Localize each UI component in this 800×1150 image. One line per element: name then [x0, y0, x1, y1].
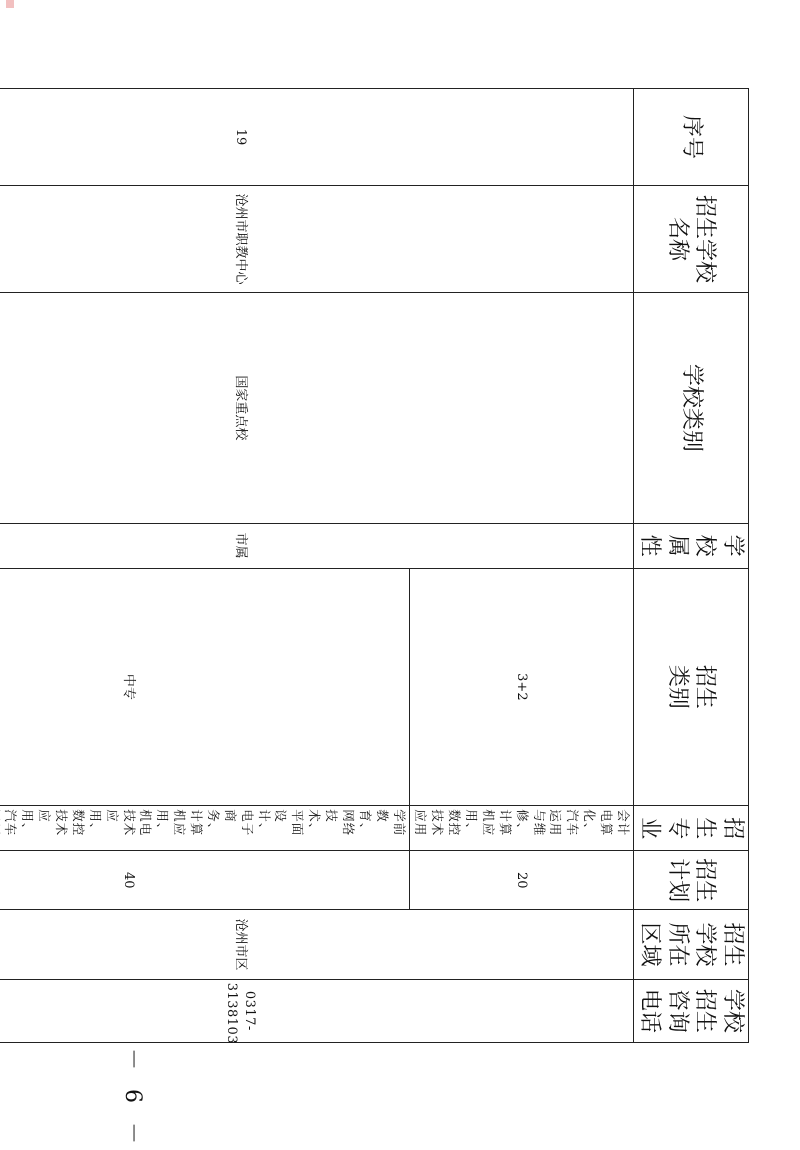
row-seq: 19 — [0, 89, 634, 186]
header-school-name: 招生学校名称 — [634, 185, 749, 292]
enrollment-table-container — [3, 88, 749, 1045]
corner-mark — [6, 0, 14, 8]
track-plan: 40 — [0, 851, 409, 910]
table-row — [409, 89, 633, 1043]
header-major: 招生专业 — [634, 806, 749, 851]
school-region: 沧州市区 — [0, 910, 634, 979]
enrollment-table — [0, 88, 749, 1043]
page-number: － 6 － — [120, 1048, 145, 1150]
school-type: 国家重点校 — [0, 293, 634, 524]
header-row — [634, 89, 749, 1043]
school-affiliation: 市属 — [0, 523, 634, 568]
track-major: 会计电算化、汽车运用与维修、计算机应用、数控技术应用 — [409, 806, 633, 851]
header-plan: 招生 计划 — [634, 851, 749, 910]
header-region: 招生学校 所在区域 — [634, 910, 749, 979]
track-major: 学前教育、网络技术、平面设计、电子商务、计算机应用、机电技术应用、数控技术应用、汽车 — [0, 806, 409, 851]
track-category: 3+2 — [409, 568, 633, 806]
school-name: 沧州市职教中心 — [0, 185, 634, 292]
track-plan: 20 — [409, 851, 633, 910]
school-phone: 0317-3138103 — [0, 979, 634, 1042]
header-seq: 序号 — [634, 89, 749, 186]
header-phone: 学校招生 咨询电话 — [634, 979, 749, 1042]
header-category: 招生 类别 — [634, 568, 749, 806]
header-affiliation: 学校 属性 — [634, 523, 749, 568]
track-category: 中专 — [0, 568, 409, 806]
header-school-type: 学校类别 — [634, 293, 749, 524]
